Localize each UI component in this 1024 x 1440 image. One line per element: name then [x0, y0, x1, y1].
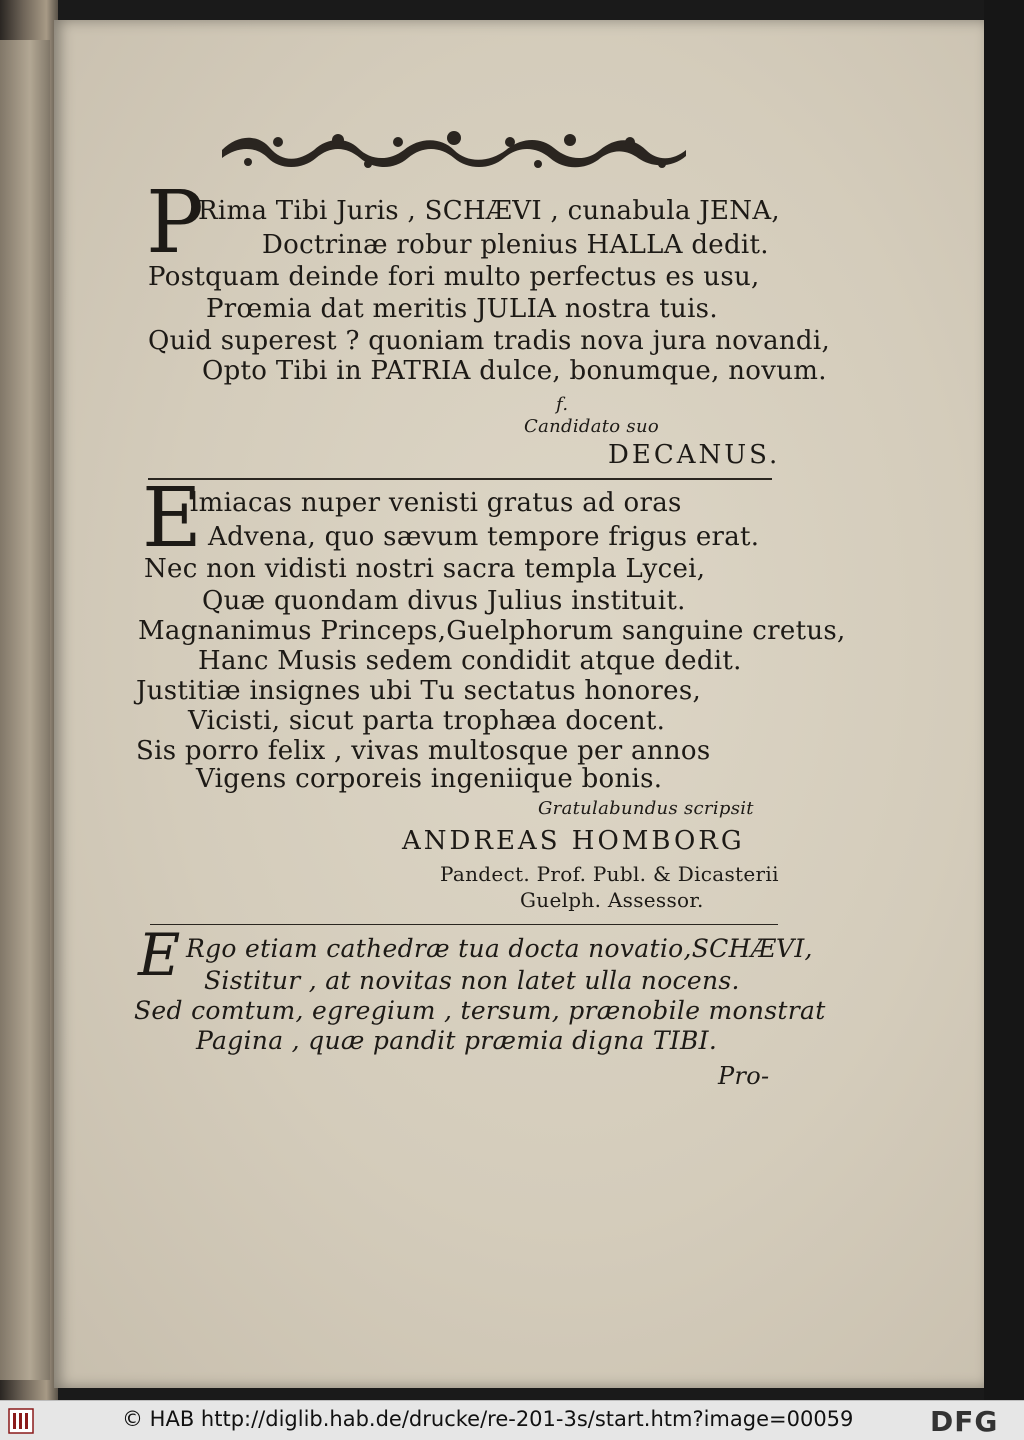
poem2-line-8: Vicisti, sicut parta trophæa docent.: [188, 706, 666, 736]
poem1-signature: DECANUS.: [608, 440, 781, 470]
previous-page-edge: [0, 40, 50, 1380]
hab-logo-icon: [8, 1408, 34, 1434]
poem2-author: ANDREAS HOMBORG: [402, 826, 745, 856]
poem2-line-10: Vigens corporeis ingeniique bonis.: [196, 764, 663, 794]
poem2-author-title-1: Pandect. Prof. Publ. & Dicasterii: [440, 862, 779, 886]
poem1-dedication: Candidato suo: [524, 416, 659, 437]
poem2-line-1: lmiacas nuper venisti gratus ad oras: [190, 488, 682, 518]
poem1-line-2: Doctrinæ robur plenius HALLA dedit.: [262, 230, 769, 260]
poem1-line-6: Opto Tibi in PATRIA dulce, bonumque, novum.: [202, 356, 827, 386]
drop-cap-p: P: [146, 173, 204, 273]
poem1-line-5: Quid superest ? quoniam tradis nova jura novandi,: [148, 326, 831, 356]
poem2-line-4: Quæ quondam divus Julius instituit.: [202, 586, 686, 616]
catchword: Pro-: [718, 1062, 770, 1090]
viewer-footer: [0, 1400, 1024, 1440]
poem1-line-3: Postquam deinde fori multo perfectus es usu,: [148, 262, 760, 292]
poem2-author-title-2: Guelph. Assessor.: [520, 888, 704, 912]
drop-cap-e: E: [142, 471, 202, 566]
drop-cap-e-italic: E: [138, 921, 181, 989]
poem2-line-7: Justitiæ insignes ubi Tu sectatus honores,: [136, 676, 702, 706]
poem2-line-2: Advena, quo sævum tempore frigus erat.: [208, 522, 760, 552]
poem3-line-1: Rgo etiam cathedræ tua docta novatio,SCHÆVI,: [186, 934, 813, 963]
poem2-dedication: Gratulabundus scripsit: [538, 798, 754, 819]
dfg-logo: DFG: [930, 1405, 999, 1438]
signature-mark: f.: [556, 394, 569, 415]
copyright-url[interactable]: © HAB http://diglib.hab.de/drucke/re-201-3s/start.htm?image=00059: [122, 1407, 854, 1431]
section-divider-2: [150, 924, 778, 925]
section-divider-1: [148, 478, 772, 480]
poem1-line-1: Rima Tibi Juris , SCHÆVI , cunabula JENA,: [198, 196, 781, 226]
poem2-line-6: Hanc Musis sedem condidit atque dedit.: [198, 646, 742, 676]
poem1-line-4: Prœmia dat meritis JULIA nostra tuis.: [206, 294, 718, 324]
ornament-headpiece: [218, 128, 690, 172]
poem2-line-3: Nec non vidisti nostri sacra templa Lycei,: [144, 554, 706, 584]
poem3-line-4: Pagina , quæ pandit præmia digna TIBI.: [196, 1026, 718, 1055]
poem3-line-2: Sistitur , at novitas non latet ulla nocens.: [204, 966, 740, 995]
poem3-line-3: Sed comtum, egregium , tersum, prænobile monstrat: [134, 996, 826, 1025]
poem2-line-5: Magnanimus Princeps,Guelphorum sanguine cretus,: [138, 616, 846, 646]
poem2-line-9: Sis porro felix , vivas multosque per annos: [136, 736, 711, 766]
scan-background: [984, 0, 1024, 1400]
